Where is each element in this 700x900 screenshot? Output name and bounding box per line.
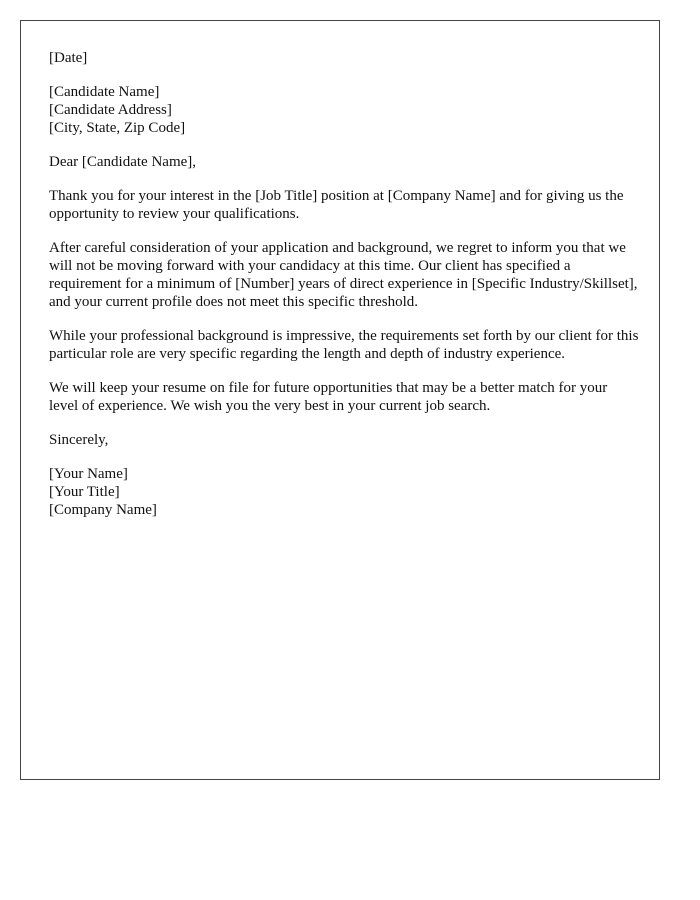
body-paragraph-decision: After careful consideration of your application and background, we regret to inform you that we will not be moving forward with your candidacy at this time. Our client has specified a requirement for a minimum of [Number] years of direct experience in [Specific Industry/Skillset], and your current profile does not meet this specific threshold. bbox=[49, 240, 638, 310]
signature-title: [Your Title] bbox=[49, 484, 120, 500]
signature-company: [Company Name] bbox=[49, 502, 157, 518]
letter-page bbox=[20, 20, 660, 780]
letter-date: [Date] bbox=[49, 50, 88, 66]
recipient-block bbox=[49, 83, 639, 137]
signature-name: [Your Name] bbox=[49, 466, 128, 482]
recipient-name: [Candidate Name] bbox=[49, 84, 160, 100]
signature-block bbox=[49, 465, 639, 519]
recipient-city-state-zip: [City, State, Zip Code] bbox=[49, 120, 186, 136]
body-paragraph-reason: While your professional background is impressive, the requirements set forth by our client for this particular role are very specific regarding the length and depth of industry experience. bbox=[49, 328, 639, 362]
recipient-address: [Candidate Address] bbox=[49, 102, 172, 118]
letter-body bbox=[49, 49, 639, 535]
body-paragraph-intro: Thank you for your interest in the [Job Title] position at [Company Name] and for giving us the opportunity to review your qualifications. bbox=[49, 188, 624, 222]
body-paragraph-closing: We will keep your resume on file for future opportunities that may be a better match for your level of experience. We wish you the very best in your current job search. bbox=[49, 380, 608, 414]
closing: Sincerely, bbox=[49, 432, 109, 448]
salutation: Dear [Candidate Name], bbox=[49, 154, 197, 170]
